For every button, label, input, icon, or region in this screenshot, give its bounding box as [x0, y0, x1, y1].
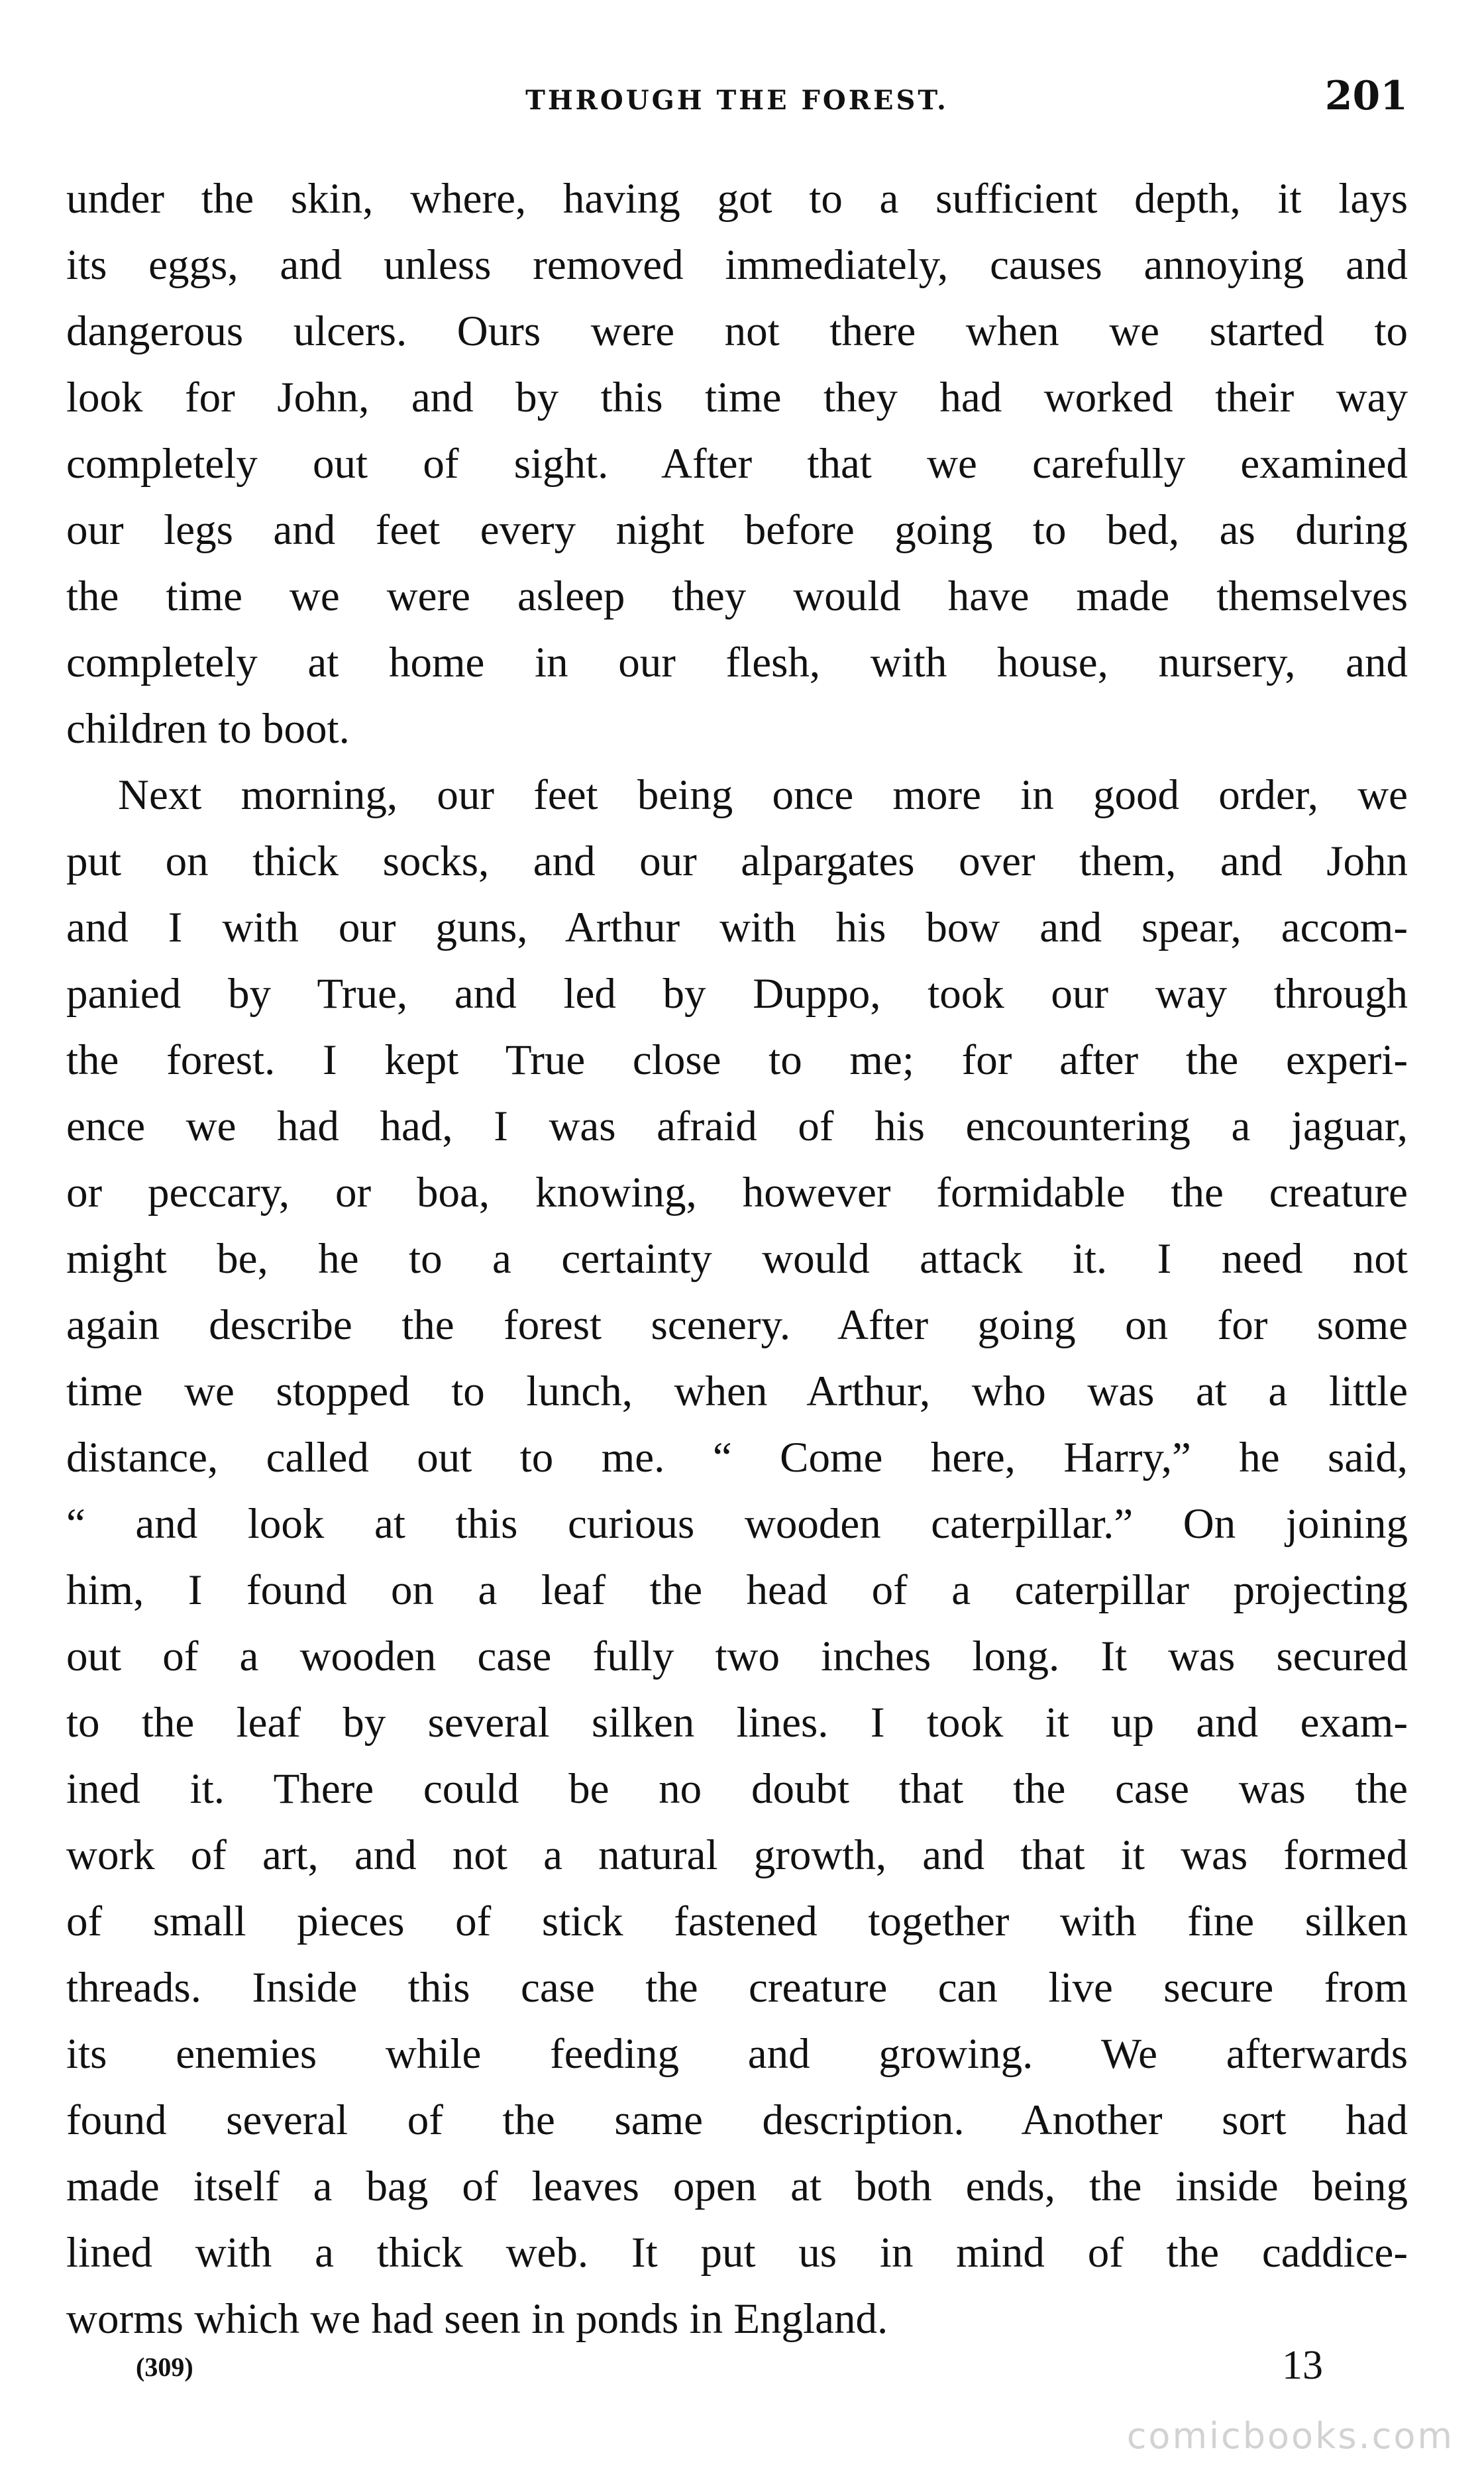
text-line: its eggs, and unless removed immediately, causes annoying and	[66, 241, 1408, 289]
paragraph-end-line: worms which we had seen in ponds in England.	[66, 2295, 888, 2343]
text-line: might be, he to a certainty would attack it. I need not	[66, 1235, 1408, 1283]
text-line: to the leaf by several silken lines. I took it up and exam-	[66, 1699, 1408, 1747]
text-line: or peccary, or boa, knowing, however formidable the creature	[66, 1169, 1408, 1216]
text-line: out of a wooden case fully two inches long. It was secured	[66, 1633, 1408, 1680]
text-line: lined with a thick web. It put us in mind of the caddice-	[66, 2229, 1408, 2277]
text-line: our legs and feet every night before going to bed, as during	[66, 506, 1408, 554]
text-line: put on thick socks, and our alpargates over them, and John	[66, 837, 1408, 885]
page-footer	[66, 2342, 1408, 2402]
text-line: ence we had had, I was afraid of his encountering a jaguar,	[66, 1103, 1408, 1150]
text-line: of small pieces of stick fastened together with fine silken	[66, 1898, 1408, 1945]
text-line: time we stopped to lunch, when Arthur, who was at a little	[66, 1368, 1408, 1415]
text-line: threads. Inside this case the creature can live secure from	[66, 1964, 1408, 2012]
text-line: him, I found on a leaf the head of a caterpillar projecting	[66, 1566, 1408, 1614]
text-line: ined it. There could be no doubt that the case was the	[66, 1765, 1408, 1813]
text-line: the forest. I kept True close to me; for after the experi-	[66, 1036, 1408, 1084]
text-line: its enemies while feeding and growing. We afterwards	[66, 2030, 1408, 2078]
running-head	[66, 73, 1408, 133]
running-title: THROUGH THE FOREST.	[525, 85, 949, 116]
text-line: completely at home in our flesh, with house, nursery, and	[66, 639, 1408, 686]
text-line: work of art, and not a natural growth, and that it was formed	[66, 1831, 1408, 1879]
paragraph-end-line: children to boot.	[66, 705, 350, 753]
watermark: comicbooks.com	[1126, 2415, 1454, 2457]
text-line: completely out of sight. After that we carefully examined	[66, 440, 1408, 488]
text-line: again describe the forest scenery. After going on for some	[66, 1301, 1408, 1349]
text-line: dangerous ulcers. Ours were not there when we started to	[66, 307, 1408, 355]
text-line: panied by True, and led by Duppo, took our way through	[66, 970, 1408, 1018]
signature-mark: (309)	[136, 2352, 193, 2382]
signature-number: 13	[1282, 2343, 1323, 2388]
text-line: found several of the same description. Another sort had	[66, 2096, 1408, 2144]
text-line: distance, called out to me. “ Come here, Harry,” he said,	[66, 1434, 1408, 1481]
text-line: “ and look at this curious wooden caterpillar.” On joining	[66, 1500, 1408, 1548]
text-line: and I with our guns, Arthur with his bow and spear, accom-	[66, 904, 1408, 951]
paragraph-start-line: Next morning, our feet being once more in good order, we	[118, 771, 1408, 819]
text-line: under the skin, where, having got to a sufficient depth, it lays	[66, 175, 1408, 223]
page-number: 201	[1324, 73, 1408, 119]
text-line: the time we were asleep they would have made themselves	[66, 572, 1408, 620]
text-line: look for John, and by this time they had worked their way	[66, 374, 1408, 421]
text-line: made itself a bag of leaves open at both ends, the inside being	[66, 2163, 1408, 2210]
body-text	[66, 166, 1408, 2352]
